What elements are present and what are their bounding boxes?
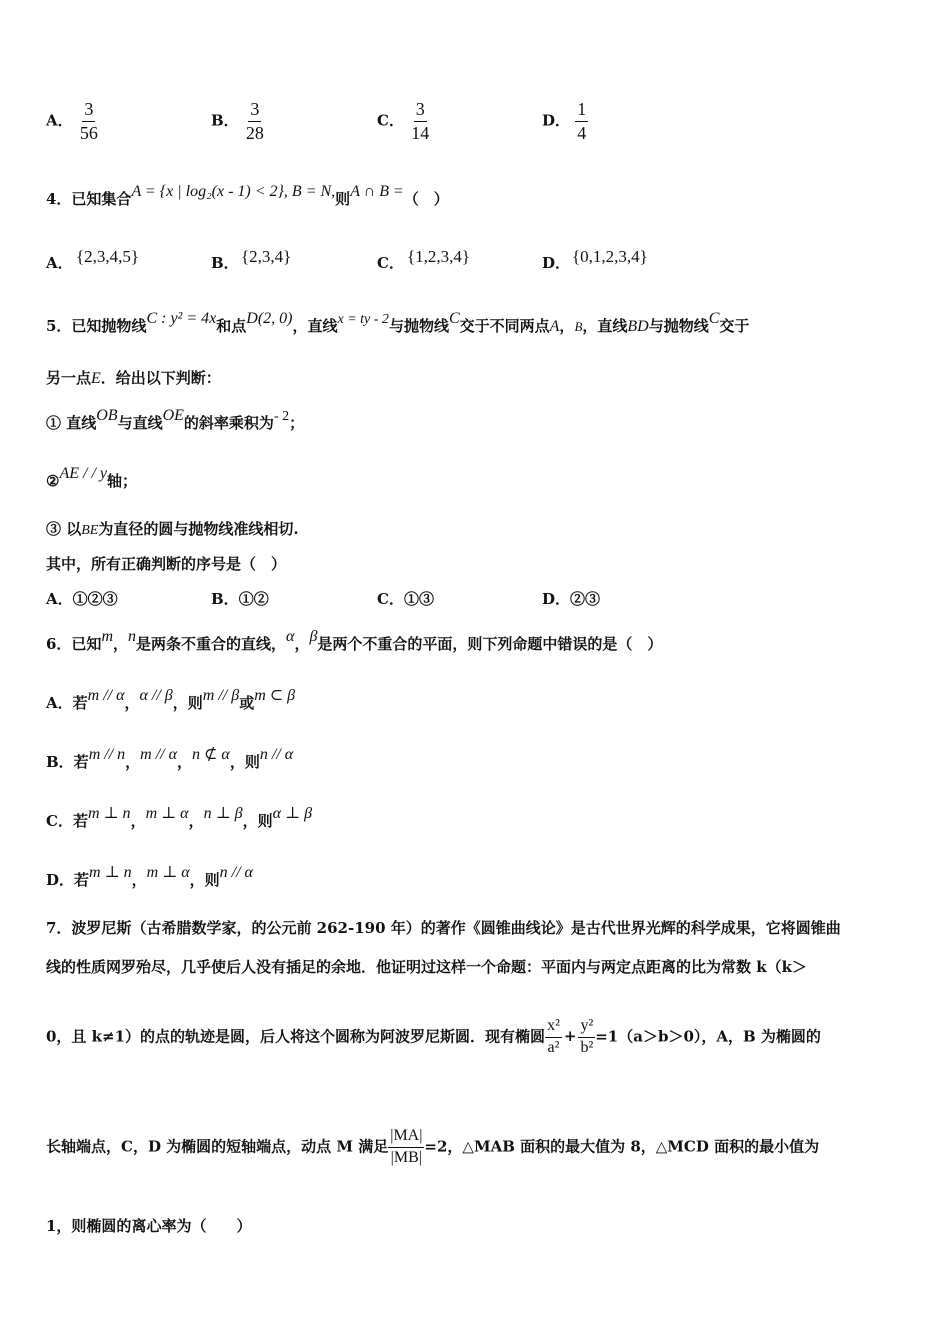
fraction: $\frac{3}{28}$ [245, 99, 264, 143]
q7-line4: 长轴端点，C，D 为椭圆的短轴端点，动点 M 满足 $\frac{|MA|}{|MB|}$ =2，△MAB 面积的最大值为 8，△MCD 面积的最小值为 [46, 1127, 820, 1166]
q3-option-b[interactable] [211, 100, 266, 143]
q5-statement-1: ① 直线OB与直线OE的斜率乘积为- 2； [46, 407, 305, 432]
q3-option-a[interactable] [46, 100, 100, 143]
q6-option-c[interactable]: C．若m ⊥ n，m ⊥ α，n ⊥ β，则α ⊥ β [46, 805, 313, 830]
set-formula: A = {x | log₂(x - 1) < 2}, B = N, [131, 183, 336, 200]
q5-question: 其中，所有正确判断的序号是（ ） [46, 555, 287, 573]
ellipse-fraction-x: $\frac{\text{x²}}{\text{a²}}$ [547, 1017, 560, 1056]
fraction: $\frac{3}{14}$ [411, 99, 430, 143]
q7-line1: 7．波罗尼斯（古希腊数学家，的公元前 262-190 年）的著作《圆锥曲线论》是古代世界光辉的科学成果，它将圆锥曲 [46, 919, 841, 937]
q4-stem: 4．已知集合A = {x | log₂(x - 1) < 2}, B = N,则A ∩ B =（ ） [46, 183, 449, 208]
q5-option-b[interactable]: B．①② [211, 590, 269, 608]
q6-option-a[interactable]: A．若m // α，α // β，则m // β或m ⊂ β [46, 687, 296, 712]
q6-option-b[interactable]: B．若m // n，m // α，n ⊄ α，则n // α [46, 746, 294, 771]
q3-option-c[interactable] [377, 100, 431, 143]
fraction: $\frac{3}{56}$ [79, 99, 98, 143]
q5-option-d[interactable]: D．②③ [542, 590, 601, 608]
q4-option-a[interactable]: A． {2,3,4,5} [46, 247, 140, 272]
ellipse-fraction-y: $\frac{\text{y²}}{\text{b²}}$ [580, 1017, 594, 1056]
q6-stem: 6．已知m，n是两条不重合的直线，α，β是两个不重合的平面，则下列命题中错误的是（ ） [46, 628, 663, 653]
option-label: B． [211, 111, 239, 130]
q5-stem-line2: 另一点E．给出以下判断： [46, 369, 221, 387]
option-label: D． [542, 111, 571, 130]
q4-option-c[interactable]: C． {1,2,3,4} [377, 247, 471, 272]
q5-stem-line1: 5．已知抛物线C : y² = 4x和点D(2, 0)，直线x = ty - 2与抛物线C交于不同两点A，B，直线BD与抛物线C交于 [46, 310, 750, 335]
q7-line3: 0，且 k≠1）的点的轨迹是圆，后人将这个圆称为阿波罗尼斯圆．现有椭圆 $\frac{\text{x²}}{\text{a²}}$ + $\frac{\text{y²}}{\text{b²}}$ =1（a＞b＞0），A，B 为椭圆的 [46, 1017, 821, 1056]
q3-option-d[interactable] [542, 100, 588, 143]
q5-statement-3: ③ 以BE为直径的圆与抛物线准线相切. [46, 520, 299, 538]
distance-ratio-fraction: $\frac{|MA|}{|MB|}$ [390, 1127, 423, 1166]
fraction: $\frac{1}{4}$ [577, 99, 587, 143]
q6-option-d[interactable]: D．若m ⊥ n，m ⊥ α，则n // α [46, 864, 253, 889]
q4-option-b[interactable]: B． {2,3,4} [211, 247, 292, 272]
option-label: A． [46, 111, 73, 130]
q5-option-a[interactable]: A．①②③ [46, 590, 118, 608]
q5-statement-2: ②AE / / y轴； [46, 465, 138, 490]
q5-option-c[interactable]: C．①③ [377, 590, 434, 608]
q4-option-d[interactable]: D． {0,1,2,3,4} [542, 247, 648, 272]
option-label: C． [377, 111, 404, 130]
intersection-formula: A ∩ B = [350, 183, 404, 200]
q7-line2: 线的性质网罗殆尽，几乎使后人没有插足的余地．他证明过这样一个命题：平面内与两定点距离的比为常数 k（k＞ [46, 958, 808, 976]
q7-line5: 1，则椭圆的离心率为（ ） [46, 1217, 252, 1235]
